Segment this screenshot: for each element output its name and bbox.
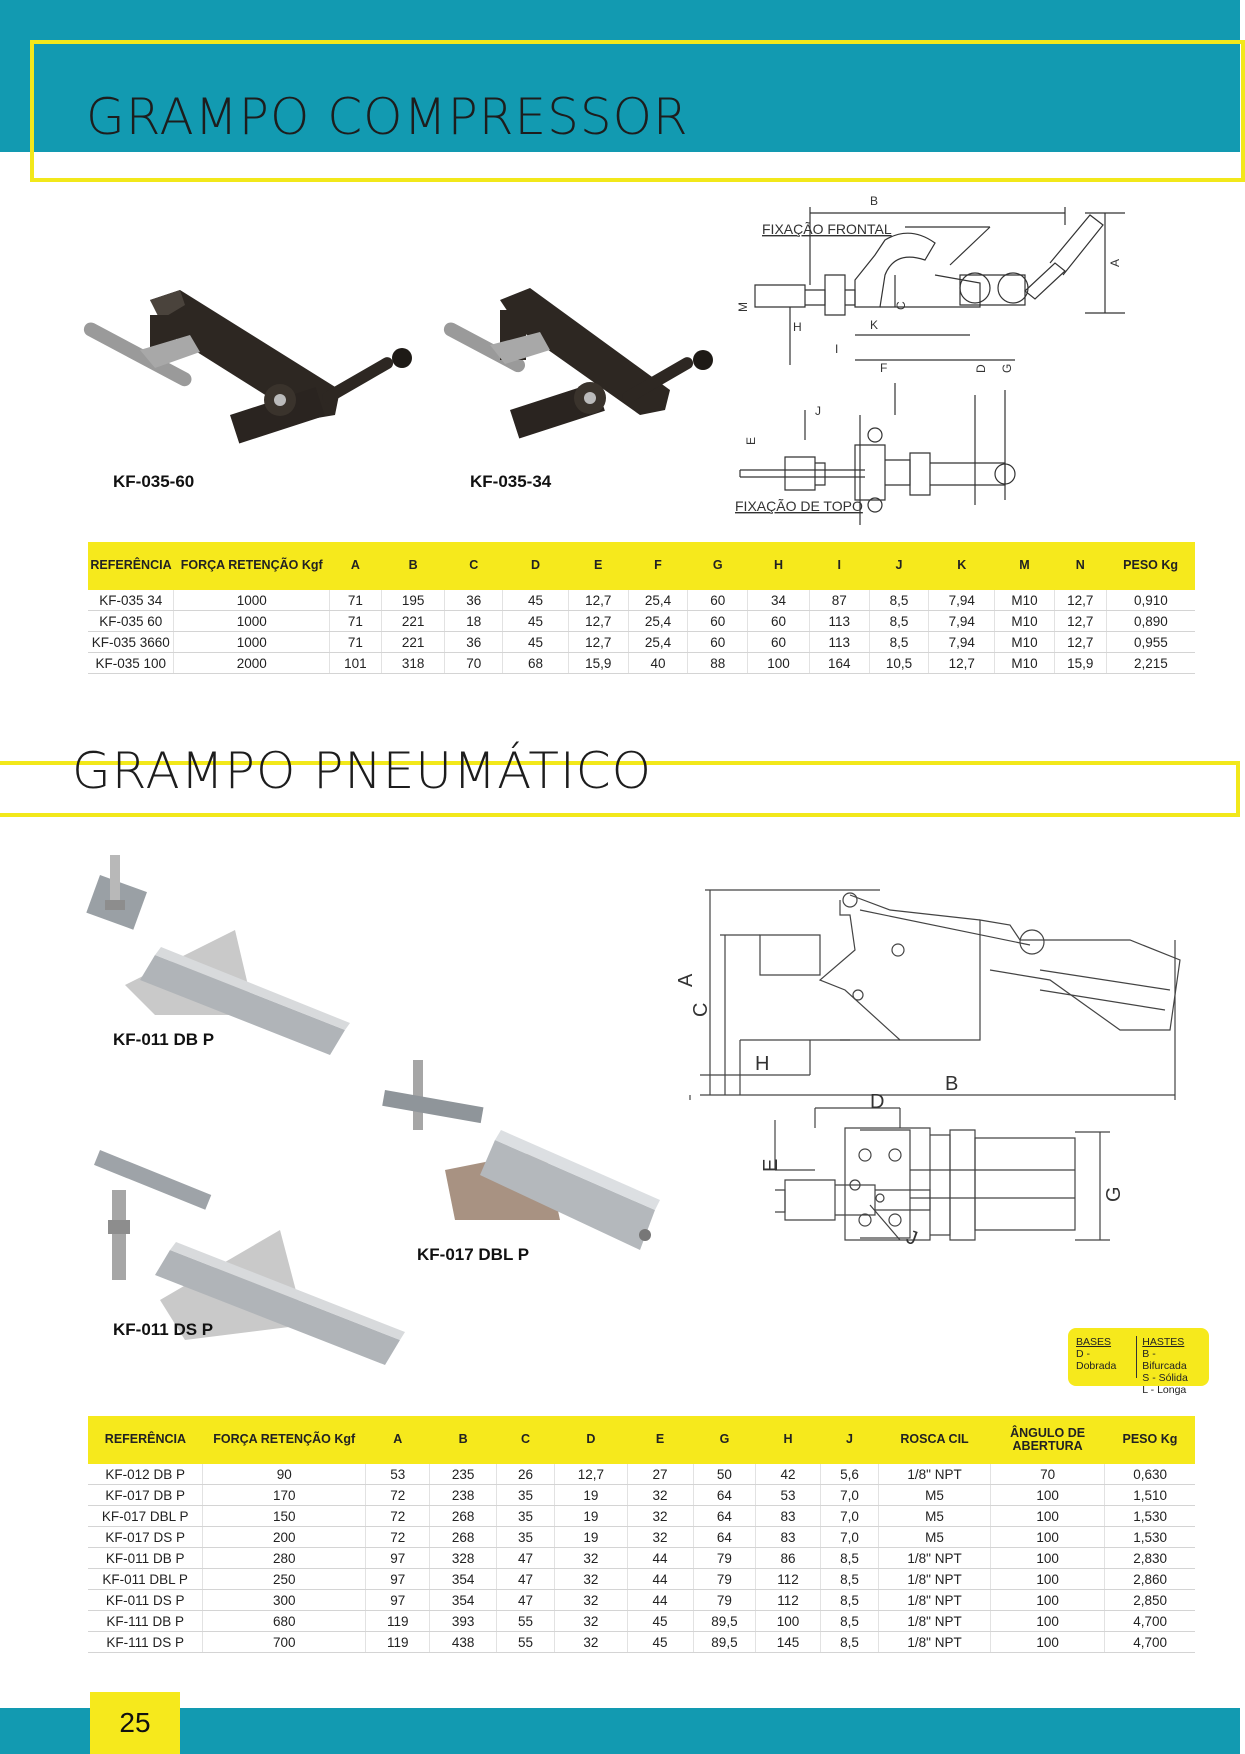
table-header: E [568, 542, 628, 590]
table-cell: 70 [990, 1464, 1104, 1485]
table-cell: 7,0 [820, 1506, 879, 1527]
table-header: M [995, 542, 1055, 590]
table-header: J [820, 1416, 879, 1464]
pneumatico-table-body [88, 1464, 1195, 1653]
table-cell: 0,890 [1106, 611, 1195, 632]
table-header: PESO Kg [1105, 1416, 1195, 1464]
dim-label: D [974, 364, 988, 373]
table-cell: 7,0 [820, 1485, 879, 1506]
table-cell: 32 [555, 1590, 627, 1611]
table-cell: 1,530 [1105, 1506, 1195, 1527]
table-cell: KF-035 60 [88, 611, 174, 632]
table-cell: 83 [756, 1527, 820, 1548]
legend-bases [1076, 1336, 1131, 1378]
table-cell: 35 [496, 1485, 554, 1506]
table-cell: 100 [990, 1548, 1104, 1569]
table-cell: 27 [627, 1464, 693, 1485]
table-cell: 32 [555, 1611, 627, 1632]
table-cell: 70 [445, 653, 503, 674]
table-cell: 300 [203, 1590, 366, 1611]
table-cell: 12,7 [1054, 632, 1106, 653]
table-row [88, 611, 1195, 632]
table-cell: 64 [693, 1506, 756, 1527]
table-cell: 112 [756, 1569, 820, 1590]
table-cell: 36 [445, 590, 503, 611]
table-cell: 8,5 [820, 1590, 879, 1611]
table-cell: 60 [688, 632, 748, 653]
table-cell: 0,955 [1106, 632, 1195, 653]
dim-label: A [1108, 258, 1122, 267]
table-cell: M5 [879, 1527, 991, 1548]
table-cell: 119 [366, 1611, 430, 1632]
table-row [88, 1527, 1195, 1548]
table-row [88, 1548, 1195, 1569]
table-cell: 164 [809, 653, 869, 674]
table-cell: 32 [627, 1506, 693, 1527]
dim-label: J [903, 1226, 921, 1251]
table-cell: KF-011 DB P [88, 1548, 203, 1569]
table-cell: 25,4 [628, 590, 688, 611]
table-row [88, 1506, 1195, 1527]
table-cell: 60 [748, 611, 810, 632]
table-cell: 113 [809, 632, 869, 653]
table-header: ÂNGULO DE ABERTURA [990, 1416, 1104, 1464]
table-cell: 36 [445, 632, 503, 653]
table-header: PESO Kg [1106, 542, 1195, 590]
table-cell: 32 [555, 1569, 627, 1590]
legend-hastes [1142, 1336, 1201, 1397]
table-header: B [430, 1416, 496, 1464]
table-cell: 4,700 [1105, 1632, 1195, 1653]
table-cell: 0,630 [1105, 1464, 1195, 1485]
table-cell: 200 [203, 1527, 366, 1548]
dim-label: G [1103, 1186, 1125, 1202]
table-cell: 221 [381, 611, 445, 632]
table-cell: 10,5 [869, 653, 929, 674]
table-cell: 35 [496, 1506, 554, 1527]
table-row [88, 653, 1195, 674]
table-cell: 438 [430, 1632, 496, 1653]
product-image-kf-017-dbl-p [385, 1060, 665, 1270]
table-cell: 2,860 [1105, 1569, 1195, 1590]
table-header: K [929, 542, 995, 590]
table-cell: 97 [366, 1569, 430, 1590]
table-cell: 89,5 [693, 1611, 756, 1632]
table-cell: 32 [555, 1632, 627, 1653]
dim-label: E [744, 436, 758, 445]
table-header-row [88, 1416, 1195, 1464]
dim-label: G [1000, 363, 1014, 373]
table-cell: 34 [748, 590, 810, 611]
table-header: ROSCA CIL [879, 1416, 991, 1464]
table-cell: KF-111 DB P [88, 1611, 203, 1632]
table-cell: 40 [628, 653, 688, 674]
table-cell: 2000 [174, 653, 329, 674]
dim-label: A [675, 973, 697, 987]
table-header: FORÇA RETENÇÃO Kgf [174, 542, 329, 590]
table-header: E [627, 1416, 693, 1464]
table-cell: 145 [756, 1632, 820, 1653]
table-cell: 7,0 [820, 1527, 879, 1548]
table-row [88, 1485, 1195, 1506]
table-cell: 79 [693, 1569, 756, 1590]
table-cell: M10 [995, 653, 1055, 674]
table-cell: M10 [995, 632, 1055, 653]
table-cell: 328 [430, 1548, 496, 1569]
table-cell: 100 [990, 1485, 1104, 1506]
legend-item: L - Longa [1142, 1384, 1187, 1397]
table-cell: 42 [756, 1464, 820, 1485]
table-header: C [496, 1416, 554, 1464]
table-cell: 45 [627, 1632, 693, 1653]
table-cell: 60 [688, 590, 748, 611]
table-cell: KF-017 DS P [88, 1527, 203, 1548]
legend-box [1068, 1328, 1209, 1397]
table-cell: 5,6 [820, 1464, 879, 1485]
table-cell: 12,7 [1054, 590, 1106, 611]
table-cell: 4,700 [1105, 1611, 1195, 1632]
table-cell: 1/8" NPT [879, 1632, 991, 1653]
table-cell: 195 [381, 590, 445, 611]
table-header: REFERÊNCIA [88, 1416, 203, 1464]
table-header: F [628, 542, 688, 590]
table-cell: 100 [990, 1632, 1104, 1653]
table-cell: 60 [748, 632, 810, 653]
table-cell: 32 [627, 1527, 693, 1548]
table-cell: 8,5 [820, 1569, 879, 1590]
table-cell: 1,510 [1105, 1485, 1195, 1506]
table-header: I [809, 542, 869, 590]
table-cell: 12,7 [568, 590, 628, 611]
table-header: B [381, 542, 445, 590]
table-cell: 18 [445, 611, 503, 632]
table-cell: 7,94 [929, 611, 995, 632]
table-cell: 250 [203, 1569, 366, 1590]
table-header-row [88, 542, 1195, 590]
table-cell: 700 [203, 1632, 366, 1653]
page-number: 25 [90, 1692, 180, 1754]
legend-item: D - Dobrada [1076, 1348, 1117, 1373]
table-cell: 12,7 [1054, 611, 1106, 632]
product-label: KF-035-60 [113, 472, 195, 491]
table-cell: 71 [329, 590, 381, 611]
table-cell: 26 [496, 1464, 554, 1485]
table-cell: 100 [990, 1590, 1104, 1611]
table-header: D [555, 1416, 627, 1464]
compressor-spec-table [88, 542, 1195, 674]
table-cell: 87 [809, 590, 869, 611]
table-cell: 72 [366, 1506, 430, 1527]
table-cell: M5 [879, 1506, 991, 1527]
section-title-compressor: GRAMPO COMPRESSOR [86, 88, 689, 146]
table-cell: KF-011 DS P [88, 1590, 203, 1611]
table-cell: 32 [627, 1485, 693, 1506]
table-row [88, 1464, 1195, 1485]
table-cell: M10 [995, 590, 1055, 611]
table-cell: 1/8" NPT [879, 1590, 991, 1611]
table-cell: 1/8" NPT [879, 1464, 991, 1485]
table-cell: 47 [496, 1569, 554, 1590]
table-cell: KF-035 3660 [88, 632, 174, 653]
dim-label: K [870, 318, 879, 332]
table-cell: KF-011 DBL P [88, 1569, 203, 1590]
table-cell: 47 [496, 1548, 554, 1569]
product-image-kf-035-60 [80, 280, 460, 480]
table-cell: 25,4 [628, 611, 688, 632]
table-header: FORÇA RETENÇÃO Kgf [203, 1416, 366, 1464]
table-cell: 53 [756, 1485, 820, 1506]
table-cell: 83 [756, 1506, 820, 1527]
table-cell: 280 [203, 1548, 366, 1569]
dim-label: B [945, 1073, 959, 1095]
table-cell: KF-035 34 [88, 590, 174, 611]
table-row [88, 632, 1195, 653]
table-cell: 8,5 [820, 1548, 879, 1569]
dim-label: B [870, 194, 879, 208]
table-cell: 8,5 [820, 1632, 879, 1653]
table-cell: 1000 [174, 590, 329, 611]
table-cell: 55 [496, 1611, 554, 1632]
table-header: N [1054, 542, 1106, 590]
table-header: G [688, 542, 748, 590]
table-cell: 97 [366, 1590, 430, 1611]
table-cell: 79 [693, 1590, 756, 1611]
table-cell: 100 [990, 1527, 1104, 1548]
table-cell: 8,5 [869, 632, 929, 653]
table-cell: 19 [555, 1485, 627, 1506]
table-cell: 1/8" NPT [879, 1548, 991, 1569]
table-row [88, 1611, 1195, 1632]
table-cell: 45 [503, 632, 569, 653]
table-cell: 64 [693, 1485, 756, 1506]
table-cell: 8,5 [869, 611, 929, 632]
table-cell: 79 [693, 1548, 756, 1569]
dim-label: C [894, 301, 908, 310]
table-cell: 64 [693, 1527, 756, 1548]
table-cell: 1000 [174, 611, 329, 632]
product-label: KF-035-34 [470, 472, 552, 491]
table-cell: 2,215 [1106, 653, 1195, 674]
legend-bases-title: BASES [1076, 1336, 1112, 1348]
table-cell: 97 [366, 1548, 430, 1569]
table-cell: 44 [627, 1569, 693, 1590]
table-cell: 45 [503, 590, 569, 611]
table-cell: 100 [990, 1611, 1104, 1632]
table-cell: 112 [756, 1590, 820, 1611]
product-image-kf-035-34 [440, 280, 750, 480]
table-cell: 150 [203, 1506, 366, 1527]
dim-label: J [815, 404, 821, 418]
table-cell: 44 [627, 1548, 693, 1569]
table-cell: 7,94 [929, 590, 995, 611]
fixacao-topo-label: FIXAÇÃO DE TOPO [735, 498, 863, 514]
table-cell: 89,5 [693, 1632, 756, 1653]
table-cell: 268 [430, 1506, 496, 1527]
table-cell: 55 [496, 1632, 554, 1653]
footer-band [0, 1708, 1240, 1754]
table-cell: 12,7 [568, 611, 628, 632]
table-cell: 60 [688, 611, 748, 632]
table-row [88, 1590, 1195, 1611]
table-cell: KF-017 DB P [88, 1485, 203, 1506]
table-header: J [869, 542, 929, 590]
table-cell: 268 [430, 1527, 496, 1548]
fixacao-frontal-label: FIXAÇÃO FRONTAL [762, 221, 892, 237]
table-cell: KF-012 DB P [88, 1464, 203, 1485]
table-cell: 354 [430, 1590, 496, 1611]
table-cell: 71 [329, 611, 381, 632]
table-cell: 45 [627, 1611, 693, 1632]
table-cell: 2,850 [1105, 1590, 1195, 1611]
technical-drawing-pneumatico [675, 880, 1220, 1300]
table-cell: 90 [203, 1464, 366, 1485]
table-cell: 393 [430, 1611, 496, 1632]
table-cell: 113 [809, 611, 869, 632]
table-cell: 72 [366, 1527, 430, 1548]
table-cell: 72 [366, 1485, 430, 1506]
table-cell: 318 [381, 653, 445, 674]
dim-label: I [835, 342, 839, 356]
table-cell: 1000 [174, 632, 329, 653]
dim-label: E [760, 1158, 782, 1172]
dim-label: H [755, 1053, 770, 1075]
table-cell: 53 [366, 1464, 430, 1485]
table-cell: 15,9 [568, 653, 628, 674]
table-cell: 100 [990, 1569, 1104, 1590]
table-cell: 100 [748, 653, 810, 674]
table-row [88, 1632, 1195, 1653]
dim-label: D [870, 1091, 885, 1113]
table-cell: 50 [693, 1464, 756, 1485]
table-cell: 44 [627, 1590, 693, 1611]
table-header: H [748, 542, 810, 590]
table-cell: 88 [688, 653, 748, 674]
table-cell: 71 [329, 632, 381, 653]
dim-label: M [736, 302, 750, 312]
table-cell: 354 [430, 1569, 496, 1590]
table-header: G [693, 1416, 756, 1464]
table-cell: 12,7 [929, 653, 995, 674]
legend-item: B - Bifurcada [1142, 1348, 1187, 1373]
table-cell: 238 [430, 1485, 496, 1506]
table-header: REFERÊNCIA [88, 542, 174, 590]
table-cell: 7,94 [929, 632, 995, 653]
table-cell: 47 [496, 1590, 554, 1611]
table-cell: 170 [203, 1485, 366, 1506]
table-cell: 221 [381, 632, 445, 653]
technical-drawing-compressor [735, 195, 1135, 525]
table-cell: 100 [990, 1506, 1104, 1527]
table-cell: 100 [756, 1611, 820, 1632]
table-cell: 45 [503, 611, 569, 632]
table-cell: 101 [329, 653, 381, 674]
table-cell: 15,9 [1054, 653, 1106, 674]
table-cell: 25,4 [628, 632, 688, 653]
table-row [88, 1569, 1195, 1590]
table-cell: 86 [756, 1548, 820, 1569]
dim-label: H [793, 320, 802, 334]
legend-hastes-title: HASTES [1142, 1336, 1185, 1348]
pneumatico-spec-table [88, 1416, 1195, 1653]
product-label: KF-017 DBL P [417, 1245, 530, 1264]
table-cell: M10 [995, 611, 1055, 632]
table-cell: 1/8" NPT [879, 1611, 991, 1632]
legend-item: S - Sólida [1142, 1372, 1188, 1385]
section-divider-bottom [0, 813, 1240, 817]
table-header: D [503, 542, 569, 590]
table-cell: 8,5 [820, 1611, 879, 1632]
table-cell: KF-017 DBL P [88, 1506, 203, 1527]
table-header: A [329, 542, 381, 590]
table-cell: 32 [555, 1548, 627, 1569]
table-cell: 119 [366, 1632, 430, 1653]
table-cell: 68 [503, 653, 569, 674]
table-cell: 0,910 [1106, 590, 1195, 611]
legend-separator [1136, 1336, 1137, 1378]
table-cell: 2,830 [1105, 1548, 1195, 1569]
table-cell: M5 [879, 1485, 991, 1506]
table-cell: 680 [203, 1611, 366, 1632]
product-label: KF-011 DB P [113, 1030, 215, 1049]
table-cell: 1,530 [1105, 1527, 1195, 1548]
table-cell: 235 [430, 1464, 496, 1485]
table-cell: 19 [555, 1506, 627, 1527]
table-header: A [366, 1416, 430, 1464]
table-header: C [445, 542, 503, 590]
table-cell: KF-035 100 [88, 653, 174, 674]
table-cell: 12,7 [555, 1464, 627, 1485]
section-title-pneumatico: GRAMPO PNEUMÁTICO [72, 742, 652, 800]
table-cell: 35 [496, 1527, 554, 1548]
product-label: KF-011 DS P [113, 1320, 214, 1339]
table-row [88, 590, 1195, 611]
product-image-kf-011-db-p [95, 855, 365, 1055]
table-header: H [756, 1416, 820, 1464]
dim-label: F [880, 361, 888, 375]
dim-label: C [690, 1002, 712, 1017]
table-cell: 1/8" NPT [879, 1569, 991, 1590]
table-cell: 8,5 [869, 590, 929, 611]
table-cell: 19 [555, 1527, 627, 1548]
table-cell: 12,7 [568, 632, 628, 653]
table-cell: KF-111 DS P [88, 1632, 203, 1653]
section-divider-right [1236, 761, 1240, 817]
